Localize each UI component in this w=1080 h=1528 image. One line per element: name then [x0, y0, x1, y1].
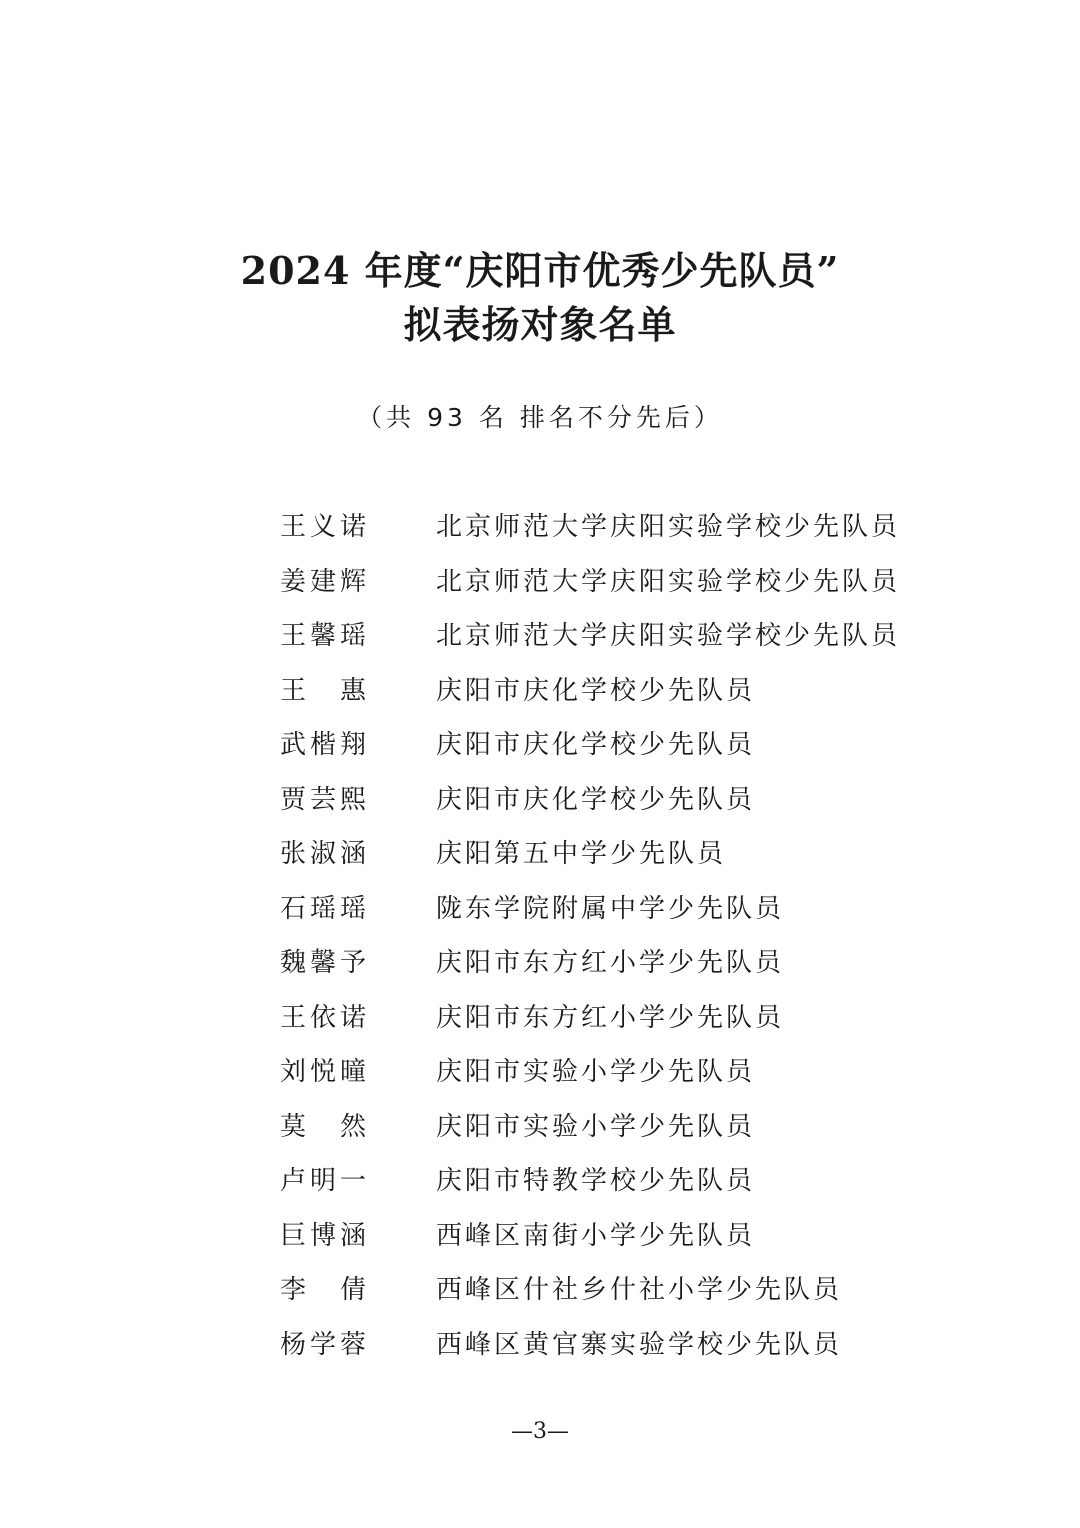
nominee-name: 贾芸熙	[280, 784, 371, 815]
nominee-name: 卢明一	[280, 1166, 371, 1196]
list-item	[280, 1323, 980, 1378]
nominee-name: 巨博涵	[280, 1220, 371, 1251]
nominee-unit: 庆阳市实验小学少先队员	[436, 1111, 756, 1142]
nominee-unit: 西峰区黄官寨实验学校少先队员	[436, 1329, 843, 1360]
nominee-name: 莫 然	[280, 1111, 371, 1142]
nominee-unit: 庆阳第五中学少先队员	[436, 839, 727, 869]
list-item	[280, 778, 980, 833]
nominee-name: 武楷翔	[280, 730, 371, 760]
list-item	[280, 1159, 980, 1214]
nominee-unit: 陇东学院附属中学少先队员	[436, 893, 785, 924]
nominee-name: 王 惠	[280, 675, 371, 706]
page-number: —3—	[511, 1419, 569, 1444]
nominee-unit: 庆阳市庆化学校少先队员	[436, 675, 756, 706]
nominee-unit: 庆阳市庆化学校少先队员	[436, 730, 756, 760]
nominee-unit: 北京师范大学庆阳实验学校少先队员	[436, 566, 901, 597]
list-item	[280, 669, 980, 724]
nominee-list	[280, 505, 980, 1377]
document-subtitle: （共 93 名 排名不分先后）	[357, 403, 723, 432]
document-title-line2: 拟表扬对象名单	[403, 302, 677, 347]
nominee-unit: 庆阳市庆化学校少先队员	[436, 784, 756, 815]
list-item	[280, 941, 980, 996]
nominee-name: 石瑶瑶	[280, 893, 371, 924]
list-item	[280, 560, 980, 615]
list-item	[280, 1050, 980, 1105]
nominee-name: 姜建辉	[280, 566, 371, 597]
nominee-name: 王依诺	[280, 1002, 371, 1033]
nominee-name: 王馨瑶	[280, 621, 371, 651]
list-item	[280, 1105, 980, 1160]
list-item	[280, 1214, 980, 1269]
nominee-unit: 庆阳市特教学校少先队员	[436, 1166, 756, 1196]
nominee-unit: 庆阳市东方红小学少先队员	[436, 1002, 785, 1033]
nominee-name: 张淑涵	[280, 839, 371, 869]
nominee-unit: 北京师范大学庆阳实验学校少先队员	[436, 512, 901, 542]
document-title-line1: 2024 年度“庆阳市优秀少先队员”	[240, 248, 840, 293]
nominee-name: 刘悦曈	[280, 1057, 371, 1087]
nominee-name: 魏馨予	[280, 948, 371, 978]
nominee-unit: 西峰区南街小学少先队员	[436, 1220, 756, 1251]
list-item	[280, 723, 980, 778]
list-item	[280, 1268, 980, 1323]
list-item	[280, 505, 980, 560]
list-item	[280, 996, 980, 1051]
nominee-unit: 庆阳市实验小学少先队员	[436, 1057, 756, 1087]
nominee-unit: 西峰区什社乡什社小学少先队员	[436, 1275, 843, 1305]
list-item	[280, 887, 980, 942]
list-item	[280, 832, 980, 887]
nominee-name: 王义诺	[280, 512, 371, 542]
nominee-unit: 庆阳市东方红小学少先队员	[436, 948, 785, 978]
list-item	[280, 614, 980, 669]
nominee-unit: 北京师范大学庆阳实验学校少先队员	[436, 621, 901, 651]
nominee-name: 李 倩	[280, 1275, 371, 1305]
nominee-name: 杨学蓉	[280, 1329, 371, 1360]
